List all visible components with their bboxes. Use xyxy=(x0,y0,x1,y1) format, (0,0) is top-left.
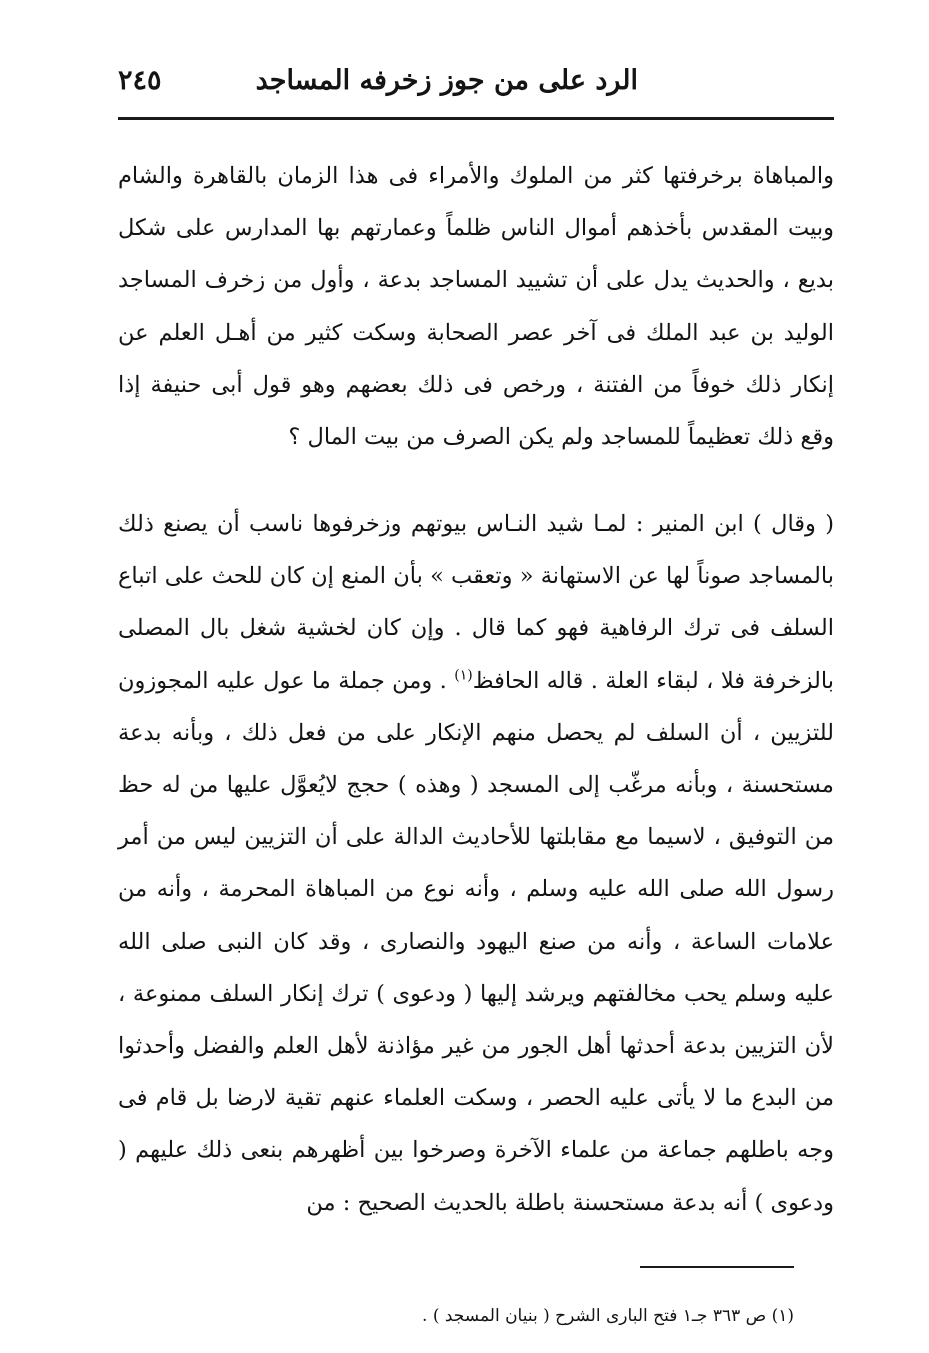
paragraph-2-text-before-ref: ( وقال ) ابن المنير : لمـا شيد النـاس بيوتهم وزخرفوها ناسب أن يصنع ذلك بالمساجد صوناً لها عن الاستهانة « وتعقب » بأن المنع إن كان للحث على اتباع السلف فى ترك الرفاهية فهو كما قال . وإن كان لخشية شغل بال المصلى بالزخرفة فلا ، لبقاء العلة . قاله الحافظ xyxy=(118,511,834,694)
footnote: (١) ص ٣٦٣ جـ١ فتح البارى الشرح ( بنيان المسجد ) . xyxy=(422,1306,794,1326)
page-header xyxy=(118,52,834,108)
paragraph-2 xyxy=(118,498,834,1229)
footnote-reference[interactable]: (١) xyxy=(454,667,473,684)
paragraph-2-text-after-ref: . ومن جملة ما عول عليه المجوزون للتزيين ، أن السلف لم يحصل منهم الإنكار على من فعل ذلك ، وبأنه بدعة مستحسنة ، وبأنه مرغّب إلى المسجد ( وهذه ) حجج لايُعوَّل عليها من له حظ من التوفيق ، لاسيما مع مقابلتها للأحاديث الدالة على أن التزيين ليس من أمر رسول الله صلى الله عليه وسلم ، وأنه نوع من المباهاة المحرمة ، وأنه من علامات الساعة ، وأنه من صنع اليهود والنصارى ، وقد كان النبى صلى الله عليه وسلم يحب مخالفتهم ويرشد إليها ( ودعوى ) ترك إنكار السلف ممنوعة ، لأن التزيين بدعة أحدثها أهل الجور من غير مؤاذنة لأهل العلم والفضل وأحدثوا من البدع ما لا يأتى عليه الحصر ، وسكت العلماء عنهم تقية لارضا بل قام فى وجه باطلهم جماعة من علماء الآخرة وصرخوا بين أظهرهم بنعى ذلك عليهم ( ودعوى ) أنه بدعة مستحسنة باطلة بالحديث الصحيح : من xyxy=(118,667,834,1216)
running-title: الرد على من جوز زخرفه المساجد xyxy=(255,64,638,96)
footnote-rule xyxy=(640,1266,794,1268)
page-number: ٢٤٥ xyxy=(118,64,162,96)
paragraph-1: والمباهاة برخرفتها كثر من الملوك والأمراء فى هذا الزمان بالقاهرة والشام وبيت المقدس بأخذهم أموال الناس ظلماً وعمارتهم بها المدارس على شكل بديع ، والحديث يدل على أن تشييد المساجد بدعة ، وأول من زخرف المساجد الوليد بن عبد الملك فى آخر عصر الصحابة وسكت كثير من أهـل العلم عن إنكار ذلك خوفاً من الفتنة ، ورخص فى ذلك بعضهم وهو قول أبى حنيفة إذا وقع ذلك تعظيماً للمساجد ولم يكن الصرف من بيت المال ؟ xyxy=(118,163,834,451)
header-rule xyxy=(118,117,834,120)
